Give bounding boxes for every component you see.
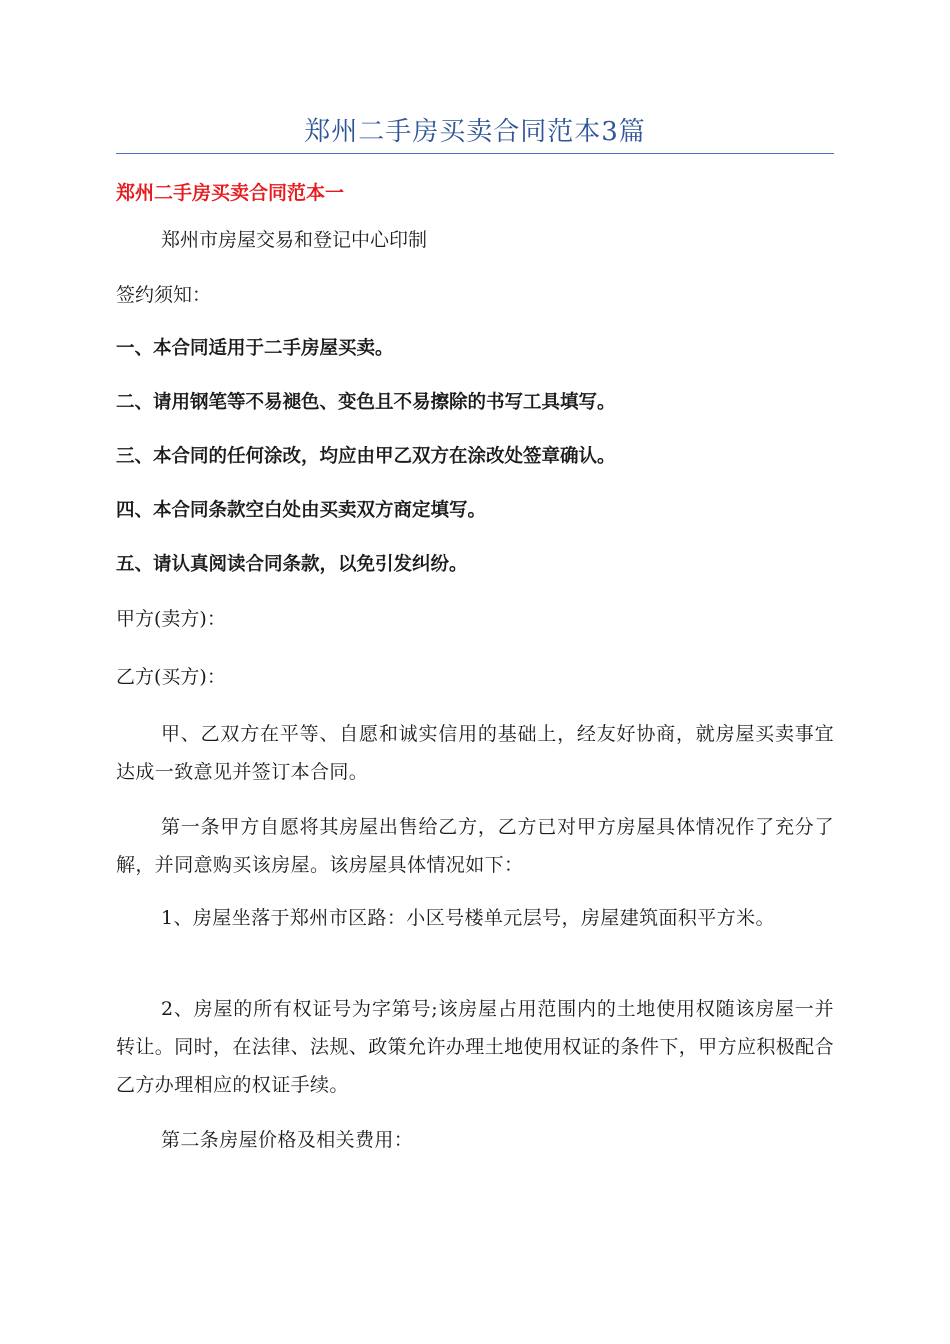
document-title: 郑州二手房买卖合同范本3篇 bbox=[304, 117, 646, 147]
section-heading: 郑州二手房买卖合同范本一 bbox=[116, 182, 345, 204]
body-paragraph: 1、房屋坐落于郑州市区路：小区号楼单元层号，房屋建筑面积平方米。 bbox=[161, 907, 775, 929]
body-paragraph: 甲、乙双方在平等、自愿和诚实信用的基础上，经友好协商，就房屋买卖事宜达成一致意见并签订本合同。 bbox=[116, 723, 834, 783]
body-paragraph: 第二条房屋价格及相关费用： bbox=[161, 1129, 414, 1151]
notice-item: 二、请用钢笔等不易褪色、变色且不易擦除的书写工具填写。 bbox=[116, 392, 616, 413]
party-a-label: 甲方(卖方)： bbox=[116, 608, 226, 630]
printer-line: 郑州市房屋交易和登记中心印制 bbox=[161, 229, 428, 251]
notice-label: 签约须知： bbox=[116, 284, 212, 306]
notice-item: 一、本合同适用于二手房屋买卖。 bbox=[116, 338, 394, 359]
notice-item: 五、请认真阅读合同条款，以免引发纠纷。 bbox=[116, 554, 468, 575]
notice-item: 三、本合同的任何涂改，均应由甲乙双方在涂改处签章确认。 bbox=[116, 446, 616, 467]
body-paragraph: 第一条甲方自愿将其房屋出售给乙方，乙方已对甲方房屋具体情况作了充分了解，并同意购买该房屋。该房屋具体情况如下： bbox=[116, 816, 834, 876]
party-b-label: 乙方(买方)： bbox=[116, 666, 226, 688]
body-paragraph: 2、房屋的所有权证号为字第号;该房屋占用范围内的土地使用权随该房屋一并转让。同时，在法律、法规、政策允许办理土地使用权证的条件下，甲方应积极配合乙方办理相应的权证手续。 bbox=[116, 998, 834, 1096]
title-underline bbox=[116, 153, 834, 154]
notice-item: 四、本合同条款空白处由买卖双方商定填写。 bbox=[116, 500, 487, 521]
